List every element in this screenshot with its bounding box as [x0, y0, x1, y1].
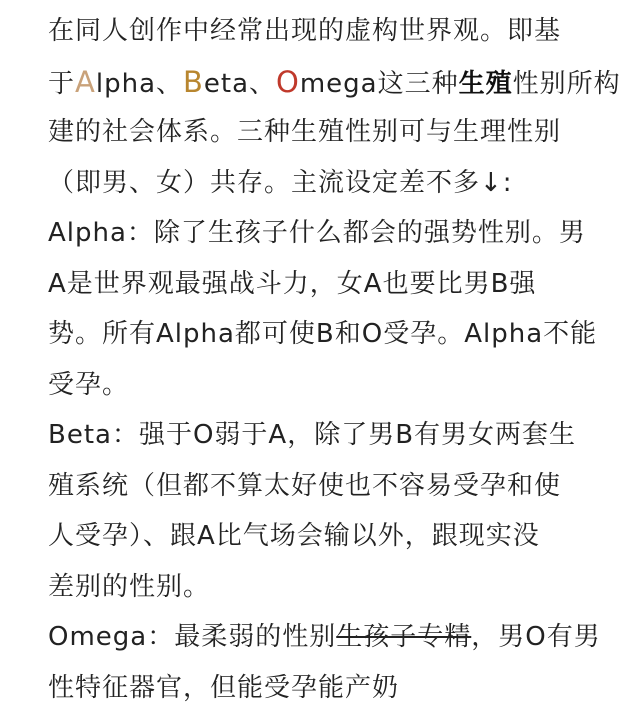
beta-initial: B: [183, 65, 204, 99]
text-line-10: 殖系统（但都不算太好使也不容易受孕和使: [48, 461, 608, 512]
text-line-2: [48, 57, 608, 108]
alpha-rest: lpha、: [96, 69, 183, 99]
text-line-8: 受孕。: [48, 360, 608, 411]
text-line-6: A是世界观最强战斗力，女A也要比男B强: [48, 259, 608, 310]
text-line-3: 建的社会体系。三种生殖性别可与生理性别: [48, 107, 608, 158]
beta-rest: eta、: [204, 69, 276, 99]
text-line-2-pre: 于: [48, 69, 75, 99]
text-line-11: 人受孕）、跟A比气场会输以外，跟现实没: [48, 511, 608, 562]
text-line-13: [48, 612, 608, 663]
bold-keyword: 生殖: [459, 69, 513, 99]
text-line-2-post: 性别所构: [513, 69, 621, 99]
alpha-initial: A: [75, 65, 96, 99]
text-line-13-pre: Omega：最柔弱的性别: [48, 622, 336, 652]
omega-rest: mega这三种: [300, 69, 459, 99]
omega-initial: O: [276, 65, 300, 99]
text-line-13-post: ，男O有男: [471, 622, 600, 652]
text-line-4: （即男、女）共存。主流设定差不多↓:: [48, 158, 608, 209]
document-body: [48, 6, 608, 713]
text-line-5: Alpha：除了生孩子什么都会的强势性别。男: [48, 208, 608, 259]
text-line-14: 性特征器官，但能受孕能产奶: [48, 663, 608, 713]
text-line-12: 差别的性别。: [48, 562, 608, 613]
text-line-7: 势。所有Alpha都可使B和O受孕。Alpha不能: [48, 309, 608, 360]
struck-text: 生孩子专精: [336, 622, 471, 652]
text-line-1: 在同人创作中经常出现的虚构世界观。即基: [48, 6, 608, 57]
text-line-9: Beta：强于O弱于A，除了男B有男女两套生: [48, 410, 608, 461]
